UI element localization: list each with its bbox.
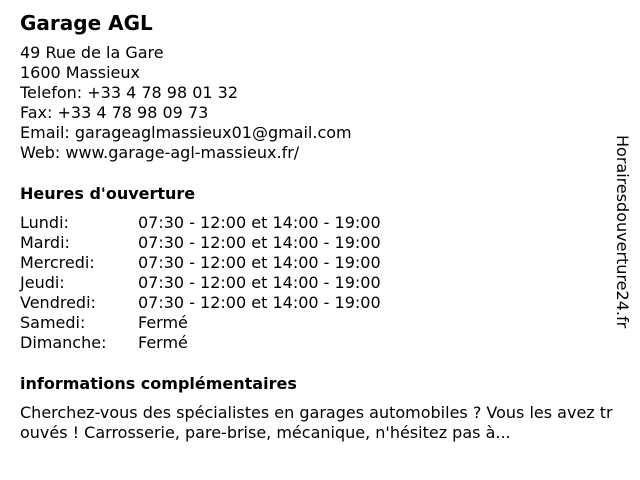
day-label: Samedi: — [20, 313, 86, 332]
hours-row-saturday — [20, 313, 480, 333]
opening-hours-heading: Heures d'ouverture — [20, 184, 196, 203]
hours-value: Fermé — [138, 333, 188, 352]
hours-row-friday — [20, 293, 480, 313]
day-label: Dimanche: — [20, 333, 107, 352]
hours-row-tuesday — [20, 233, 480, 253]
hours-row-thursday — [20, 273, 480, 293]
hours-value: 07:30 - 12:00 et 14:00 - 19:00 — [138, 273, 381, 292]
additional-info-text: Cherchez-vous des spécialistes en garages automobiles ? Vous les avez trouvés ! Carrosserie, pare-brise, mécanique, n'hésitez pas à... — [20, 403, 613, 442]
email-address: Email: garageaglmassieux01@gmail.com — [20, 123, 352, 142]
day-label: Lundi: — [20, 213, 69, 232]
hours-row-monday — [20, 213, 480, 233]
fax-number: Fax: +33 4 78 98 09 73 — [20, 103, 209, 122]
hours-value: 07:30 - 12:00 et 14:00 - 19:00 — [138, 233, 381, 252]
day-label: Mardi: — [20, 233, 70, 252]
hours-row-sunday — [20, 333, 480, 353]
street-address: 49 Rue de la Gare — [20, 43, 164, 62]
additional-info-heading: informations complémentaires — [20, 374, 297, 393]
opening-hours-table — [20, 213, 480, 353]
hours-value: 07:30 - 12:00 et 14:00 - 19:00 — [138, 213, 381, 232]
day-label: Jeudi: — [20, 273, 65, 292]
site-watermark: Horairesdouverture24.fr — [613, 135, 632, 329]
hours-value: 07:30 - 12:00 et 14:00 - 19:00 — [138, 293, 381, 312]
contact-details — [20, 43, 352, 163]
hours-value: 07:30 - 12:00 et 14:00 - 19:00 — [138, 253, 381, 272]
hours-value: Fermé — [138, 313, 188, 332]
business-name: Garage AGL — [20, 11, 153, 35]
day-label: Vendredi: — [20, 293, 96, 312]
phone-number: Telefon: +33 4 78 98 01 32 — [20, 83, 239, 102]
website-address: Web: www.garage-agl-massieux.fr/ — [20, 143, 300, 162]
hours-row-wednesday — [20, 253, 480, 273]
city-postcode: 1600 Massieux — [20, 63, 140, 82]
day-label: Mercredi: — [20, 253, 95, 272]
